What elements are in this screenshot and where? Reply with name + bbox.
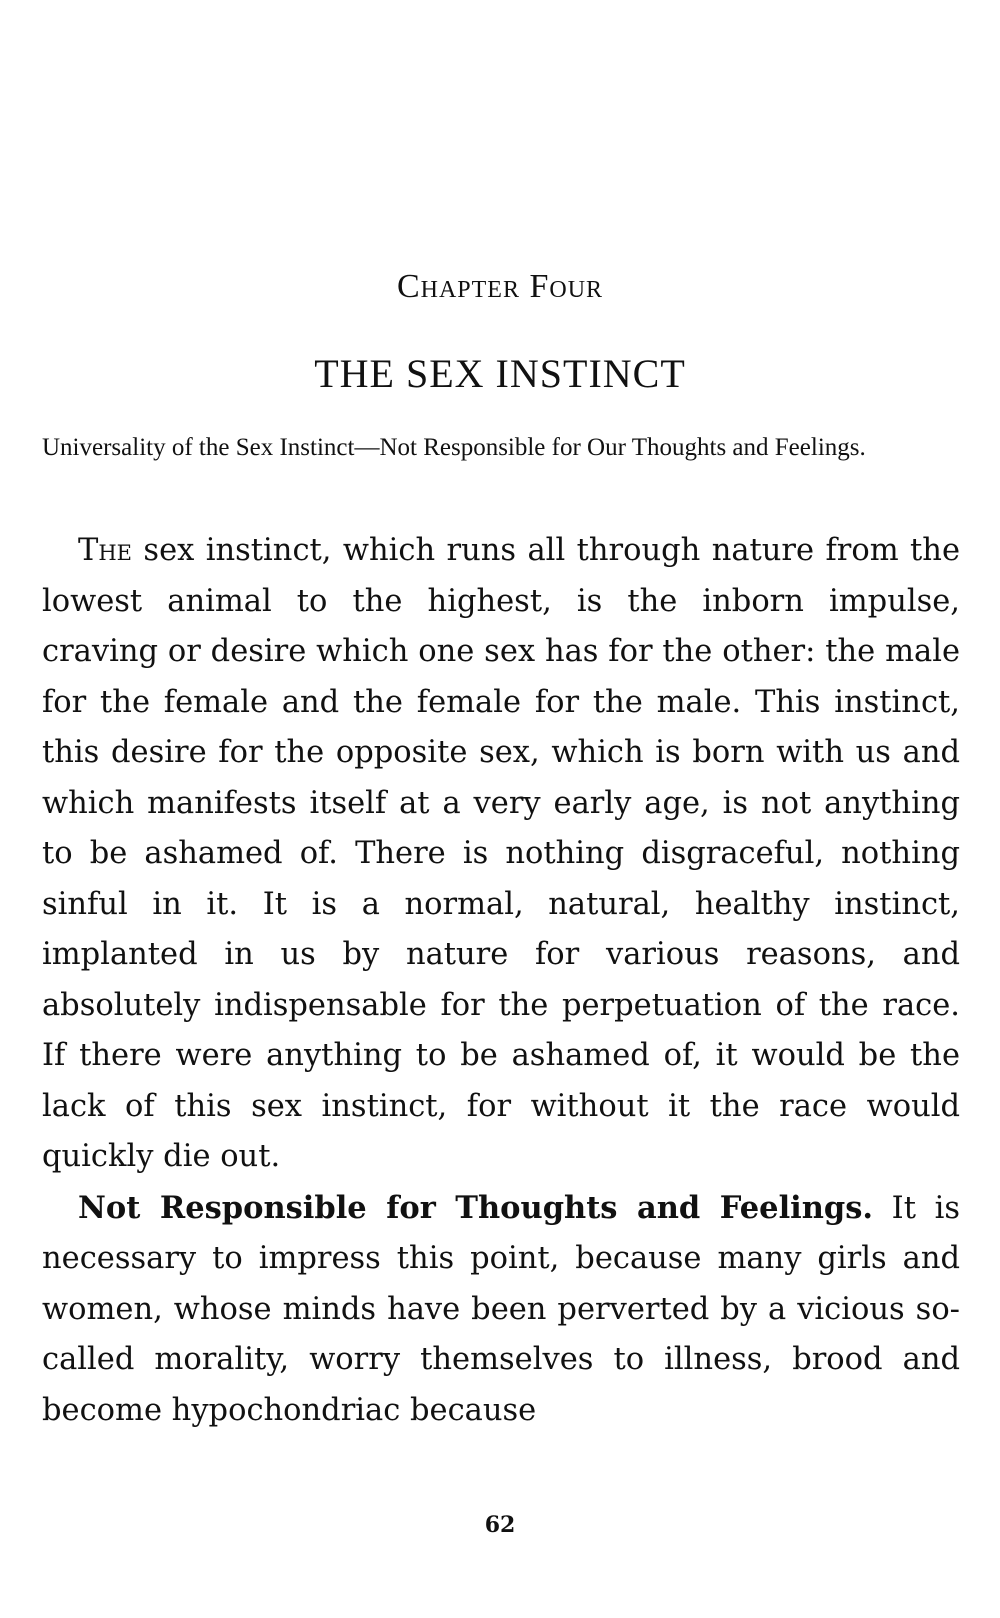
page-number: 62 <box>484 1512 516 1538</box>
paragraph-1-text: sex instinct, which runs all through nature from the lowest animal to the highest, is the inborn impulse, craving or desire which one sex has for the other: the male for the female and the female for the male. This instinct, this desire for the opposite sex, which is born with us and which manifests itself at a very early age, is not anything to be ashamed of. There is nothing disgraceful, nothing sinful in it. It is a normal, natural, healthy instinct, implanted in us by nature for various reasons, and absolutely indispensable for the perpetuation of the race. If there were anything to be ashamed of, it would be the lack of this sex instinct, for without it the race would quickly die out. <box>42 533 960 1174</box>
section-heading: Not Responsible for Thoughts and Feelings. <box>78 1189 874 1226</box>
paragraph-2 <box>42 1183 960 1437</box>
chapter-label: Chapter Four <box>396 268 604 305</box>
chapter-synopsis: Universality of the Sex Instinct—Not Responsible for Our Thoughts and Feelings. <box>42 434 866 461</box>
paragraph-2-text: It is necessary to impress this point, because many girls and women, whose minds have been perverted by a vicious so-called morality, worry themselves to illness, brood and become hypochondriac because <box>42 1190 961 1428</box>
lead-word: The <box>78 533 132 568</box>
body-text <box>42 526 960 1436</box>
chapter-title: THE SEX INSTINCT <box>314 351 686 396</box>
paragraph-1 <box>42 526 960 1183</box>
